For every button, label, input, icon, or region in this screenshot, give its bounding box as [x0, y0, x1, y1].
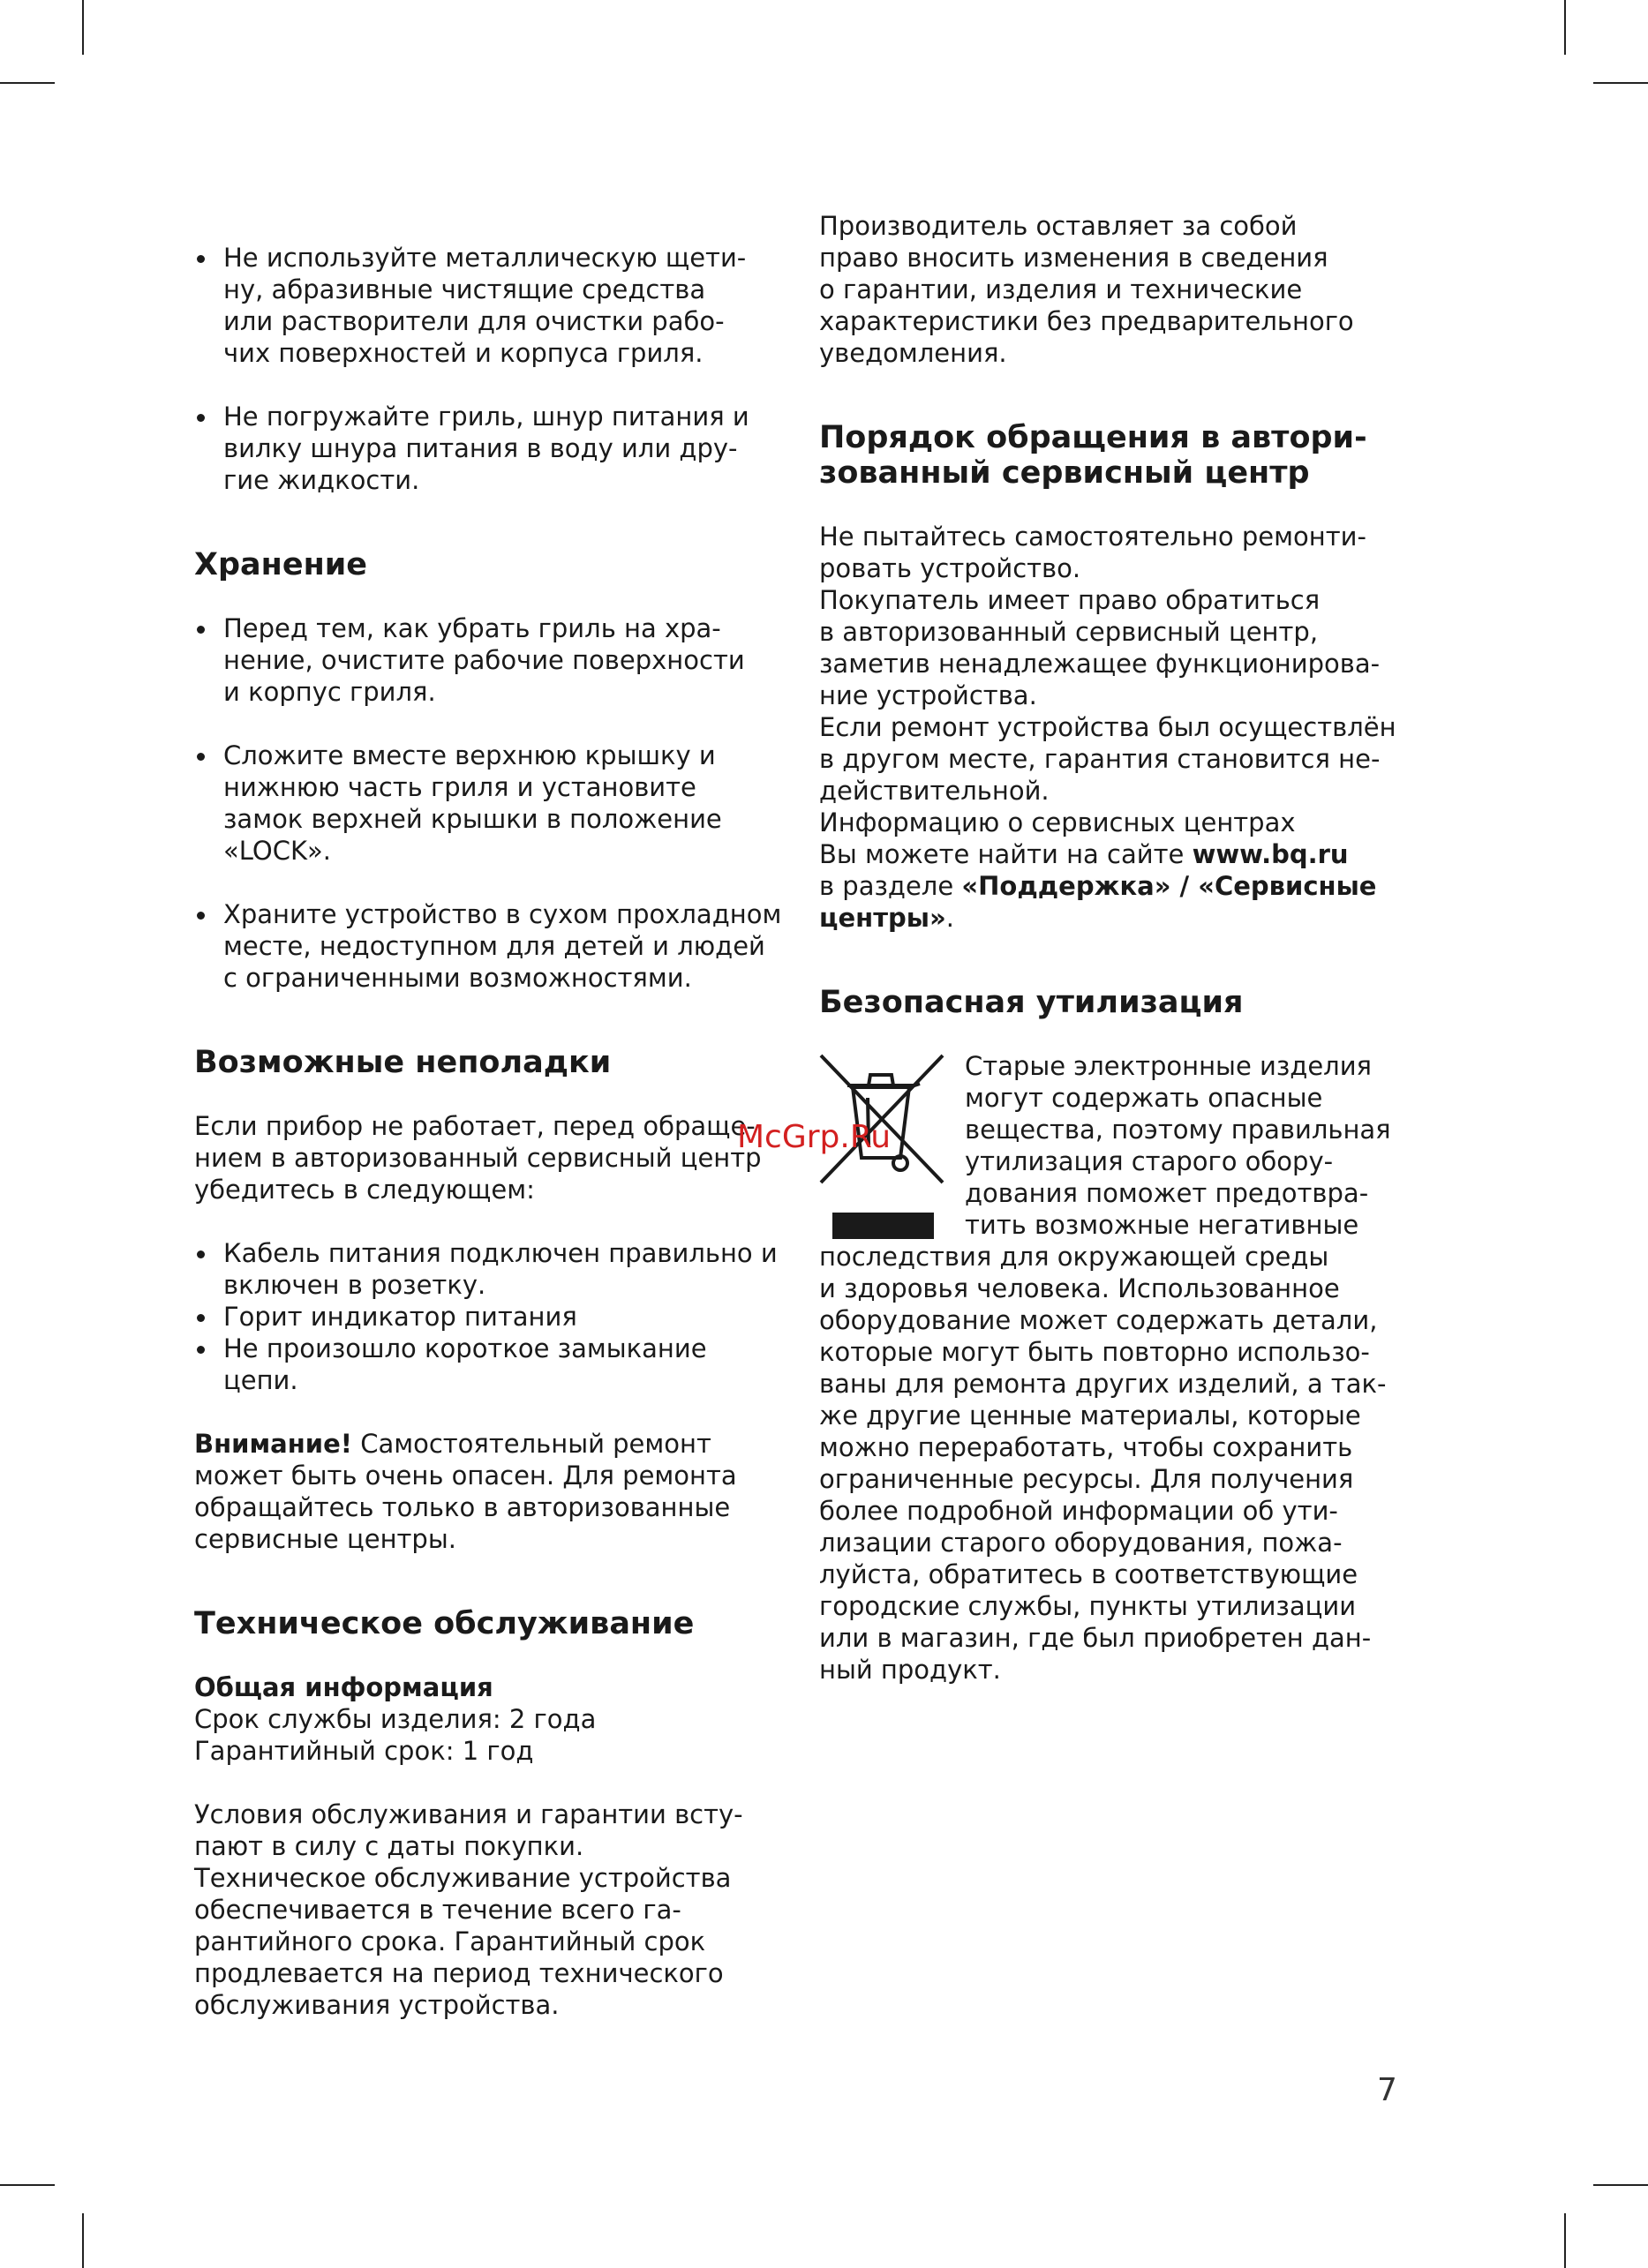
- list-item: Перед тем, как убрать гриль на хра- нение, очистите рабочие поверхности и корпус гриля.: [194, 612, 794, 708]
- crop-mark: [1564, 0, 1566, 55]
- page-number: 7: [1377, 2072, 1397, 2108]
- bullet-icon: [197, 1314, 205, 1322]
- disposal-heading: Безопасная утилизация: [819, 985, 1244, 1020]
- service-center-text: Не пытайтесь самостоятельно ремонти- ровать устройство. Покупатель имеет право обратиться в авторизованный сервисный центр, заметив ненадлежащее функционирова- ние устройства. Если ремонт устройства был осуществлён в другом месте, гарантия становится не- действительной. Информацию о сервисных центрах Вы можете найти на сайте www.bq.ru в разделе «Поддержка» / «Сервисные центры».: [819, 522, 1396, 933]
- service-center-heading: Порядок обращения в автори- зованный сервисный центр: [819, 420, 1367, 491]
- bullet-icon: [197, 255, 205, 263]
- warning-label: Внимание!: [194, 1429, 352, 1459]
- crop-mark: [82, 2213, 84, 2268]
- general-info-heading: Общая информация: [194, 1672, 493, 1702]
- crop-mark: [1593, 82, 1648, 84]
- bullet-icon: [197, 1250, 205, 1258]
- list-item: Не произошло короткое замыкание цепи.: [194, 1333, 794, 1396]
- disposal-section: [819, 1050, 1419, 1686]
- maintenance-text: Условия обслуживания и гарантии всту- пают в силу с даты покупки. Техническое обслуживание устройства обеспечивается в течение всего га- рантийного срока. Гарантийный срок продлевается на период технического обслуживания устройства.: [194, 1799, 743, 2020]
- site-link[interactable]: www.bq.ru: [1192, 839, 1349, 869]
- crop-mark: [1593, 2184, 1648, 2186]
- manufacturer-note: Производитель оставляет за собой право вносить изменения в сведения о гарантии, изделия и технические характеристики без предварительного уведомления.: [819, 211, 1354, 368]
- bullet-icon: [197, 753, 205, 761]
- crop-mark: [82, 0, 84, 55]
- storage-bullets: [194, 612, 794, 994]
- right-column: [819, 210, 1419, 1686]
- maintenance-heading: Техническое обслуживание: [194, 1606, 695, 1641]
- crop-mark: [1564, 2213, 1566, 2268]
- troubleshooting-intro: Если прибор не работает, перед обраще- нием в авторизованный сервисный центр убедитесь в следующем:: [194, 1111, 762, 1205]
- troubleshooting-bullets: [194, 1237, 794, 1396]
- watermark: McGrp.Ru: [737, 1119, 892, 1155]
- disposal-text: Старые электронные изделия могут содержать опасные вещества, поэтому правильная утилизация старого обору- дования поможет предотвра- тить возможные негативные последствия для окружающей среды и здоровья человека. Использованное оборудование может содержать детали, которые могут быть повторно использо- ваны для ремонта других изделий, а так- же другие ценные материалы, которые можно переработать, чтобы сохранить ограниченные ресурсы. Для получения более подробной информации об ути- лизации старого оборудования, пожа- луйста, обратитесь в соответствующие городские службы, пункты утилизации или в магазин, где был приобретен дан- ный продукт.: [819, 1051, 1391, 1685]
- list-item: Сложите вместе верхнюю крышку и нижнюю часть гриля и установите замок верхней крышки в положение «LOCK».: [194, 740, 794, 867]
- list-item: Храните устройство в сухом прохладном месте, недоступном для детей и людей с ограниченными возможностями.: [194, 898, 794, 994]
- bullet-icon: [197, 626, 205, 634]
- support-section-name: «Поддержка» / «Сервисные центры»: [819, 871, 1377, 933]
- bullet-icon: [197, 912, 205, 920]
- troubleshooting-heading: Возможные неполадки: [194, 1045, 612, 1080]
- crop-mark: [0, 2184, 55, 2186]
- list-item: Не погружайте гриль, шнур питания и вилку шнура питания в воду или дру- гие жидкости.: [194, 401, 794, 496]
- cleaning-bullets: [194, 242, 794, 496]
- bullet-icon: [197, 414, 205, 422]
- crop-mark: [0, 82, 55, 84]
- bullet-icon: [197, 1346, 205, 1354]
- warning-paragraph: Внимание! Самостоятельный ремонт может быть очень опасен. Для ремонта обращайтесь только в авторизованные сервисные центры.: [194, 1429, 737, 1554]
- storage-heading: Хранение: [194, 547, 368, 582]
- warranty-period: Гарантийный срок: 1 год: [194, 1736, 534, 1766]
- list-item: Не используйте металлическую щети- ну, абразивные чистящие средства или растворители для очистки рабо- чих поверхностей и корпуса гриля.: [194, 242, 794, 369]
- list-item: Горит индикатор питания: [194, 1301, 794, 1333]
- list-item: Кабель питания подключен правильно и включен в розетку.: [194, 1237, 794, 1301]
- left-column: [194, 242, 794, 2021]
- service-life: Срок службы изделия: 2 года: [194, 1704, 597, 1734]
